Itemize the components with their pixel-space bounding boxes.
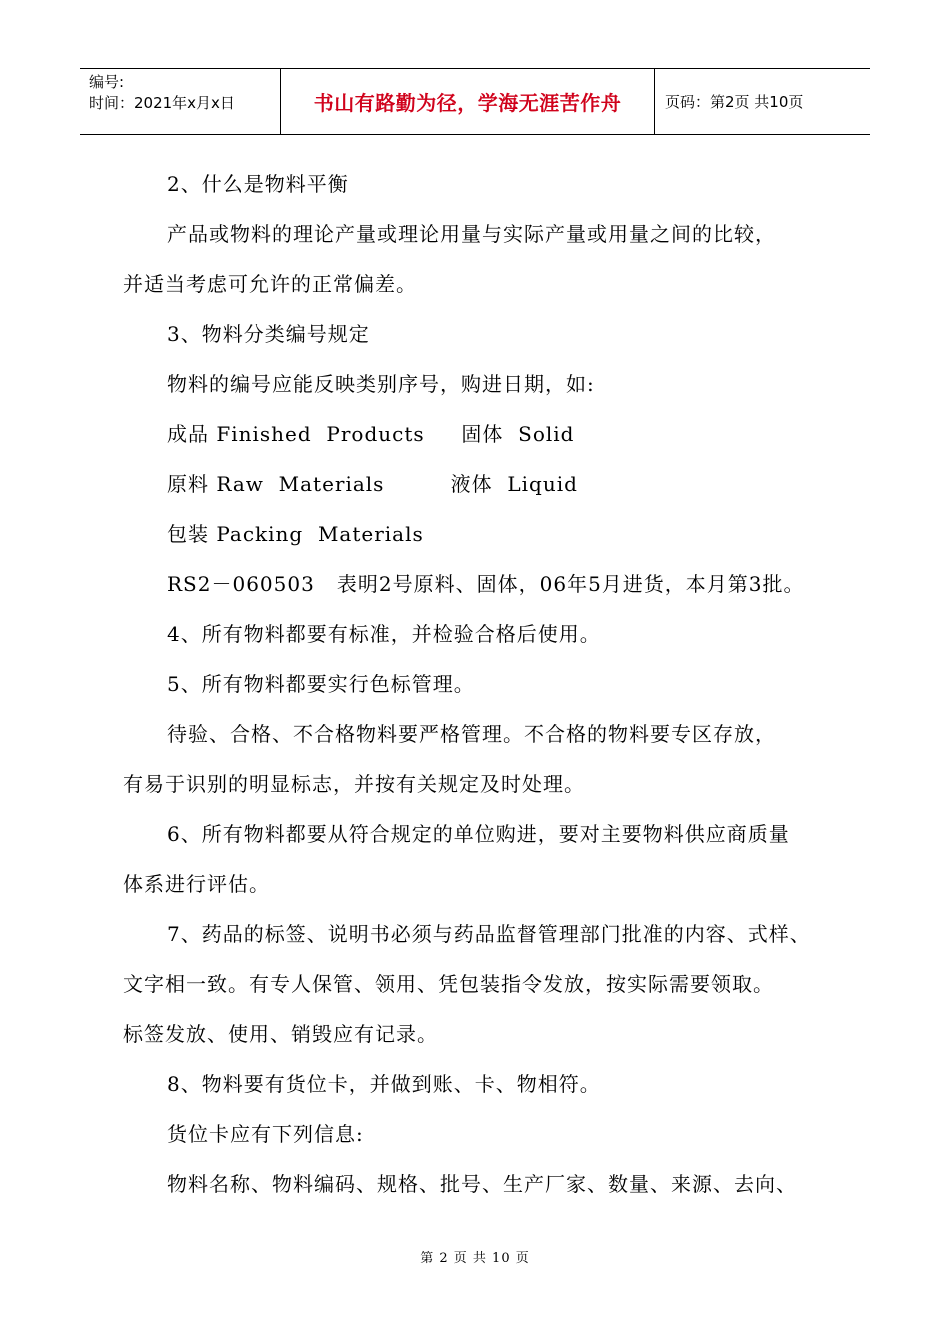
paragraph-line: 3、物料分类编号规定 <box>167 322 370 346</box>
paragraph-line: 物料名称、物料编码、规格、批号、生产厂家、数量、来源、去向、 <box>167 1172 797 1196</box>
paragraph-line: 8、物料要有货位卡，并做到账、卡、物相符。 <box>167 1072 601 1096</box>
paragraph-line: 有易于识别的明显标志，并按有关规定及时处理。 <box>123 772 585 796</box>
paragraph-line: 文字相一致。有专人保管、领用、凭包装指令发放，按实际需要领取。 <box>123 972 774 996</box>
page-footer: 第 2 页 共 10 页 <box>420 1251 530 1266</box>
paragraph-line: 标签发放、使用、销毁应有记录。 <box>123 1022 438 1046</box>
paragraph-line: 成品 Finished Products 固体 Solid <box>167 422 575 446</box>
paragraph-line: 包装 Packing Materials <box>167 522 424 546</box>
paragraph-line: 原料 Raw Materials 液体 Liquid <box>167 472 578 496</box>
paragraph-line: 产品或物料的理论产量或理论用量与实际产量或用量之间的比较， <box>167 222 776 246</box>
paragraph-line: 物料的编号应能反映类别序号，购进日期，如: <box>167 372 595 396</box>
header-motto: 书山有路勤为径，学海无涯苦作舟 <box>281 69 655 134</box>
paragraph-line: RS2－060503 表明2号原料、固体，06年5月进货，本月第3批。 <box>167 572 805 596</box>
paragraph-line: 待验、合格、不合格物料要严格管理。不合格的物料要专区存放， <box>167 722 776 746</box>
paragraph-line: 货位卡应有下列信息: <box>167 1122 364 1146</box>
header-page-info: 页码：第2页 共10页 <box>665 93 804 111</box>
paragraph-line: 体系进行评估。 <box>123 872 270 896</box>
paragraph-line: 2、什么是物料平衡 <box>167 172 349 196</box>
time-label: 时间：2021年x月x日 <box>89 94 235 112</box>
paragraph-line: 并适当考虑可允许的正常偏差。 <box>123 272 417 296</box>
paragraph-line: 7、药品的标签、说明书必须与药品监督管理部门批准的内容、式样、 <box>167 922 811 946</box>
code-label: 编号: <box>89 73 125 91</box>
paragraph-line: 6、所有物料都要从符合规定的单位购进，要对主要物料供应商质量 <box>167 822 790 846</box>
paragraph-line: 4、所有物料都要有标准，并检验合格后使用。 <box>167 622 601 646</box>
paragraph-line: 5、所有物料都要实行色标管理。 <box>167 672 475 696</box>
